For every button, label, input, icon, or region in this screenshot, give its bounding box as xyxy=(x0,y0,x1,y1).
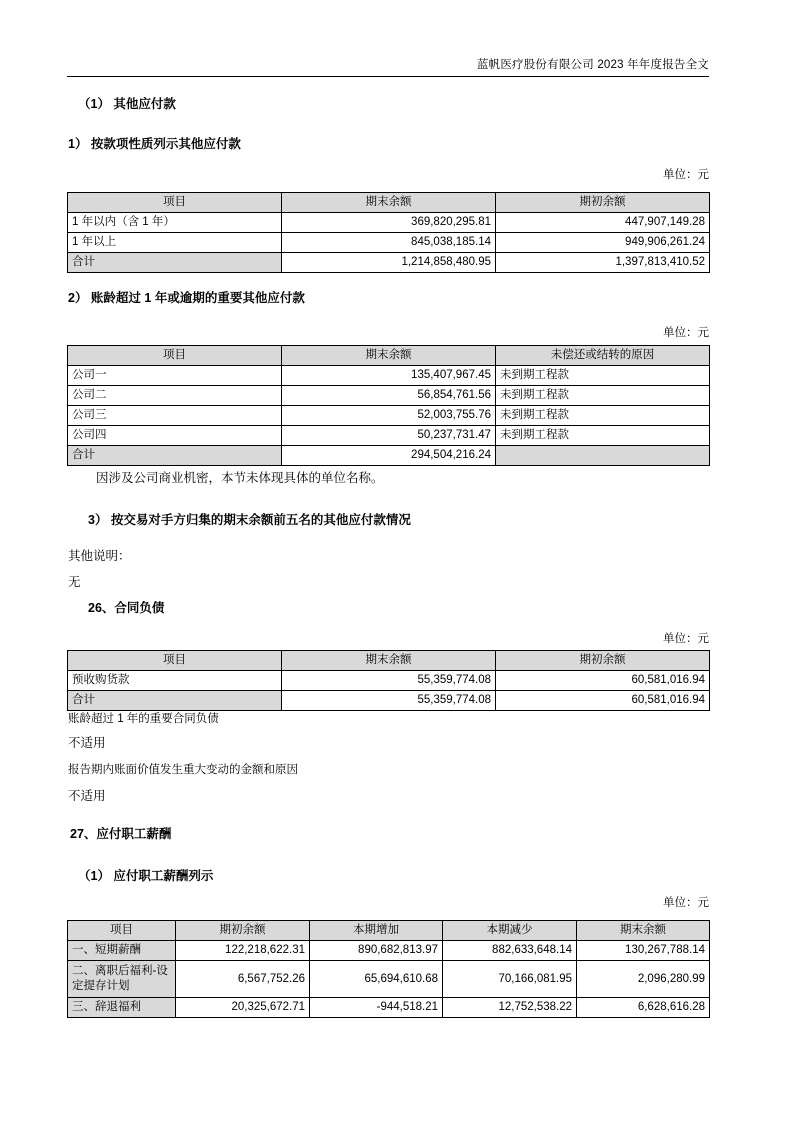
unit-label-1: 单位：元 xyxy=(663,169,709,181)
table-row xyxy=(68,406,710,426)
column-header-item: 项目 xyxy=(68,346,282,366)
cell-item: 公司四 xyxy=(68,426,282,446)
column-header-beginning-balance: 期初余额 xyxy=(496,193,710,213)
column-header-ending-balance: 期末余额 xyxy=(282,346,496,366)
cell-item: 二、离职后福利-设定提存计划 xyxy=(68,961,176,998)
cell-reason: 未到期工程款 xyxy=(496,386,710,406)
unit-label-3: 单位：元 xyxy=(663,633,709,645)
table-header-row xyxy=(68,346,710,366)
table-row xyxy=(68,213,710,233)
cell-ending-balance: 845,038,185.14 xyxy=(282,233,496,253)
cell-decrease: 12,752,538.22 xyxy=(443,998,577,1018)
column-header-decrease: 本期减少 xyxy=(443,921,577,941)
table-employee-benefits xyxy=(67,920,710,1018)
cell-item: 公司三 xyxy=(68,406,282,426)
table-header-row xyxy=(68,921,710,941)
cell-item: 公司二 xyxy=(68,386,282,406)
heading-employee-benefits-list: （1） 应付职工薪酬列示 xyxy=(78,869,214,883)
column-header-ending-balance: 期末余额 xyxy=(282,651,496,671)
cell-item: 合计 xyxy=(68,446,282,466)
heading-other-payables: （1） 其他应付款 xyxy=(78,97,176,111)
contract-liabilities-note2-label: 报告期内账面价值发生重大变动的金额和原因 xyxy=(68,764,298,776)
cell-reason xyxy=(496,446,710,466)
cell-decrease: 882,633,648.14 xyxy=(443,941,577,961)
cell-increase: 65,694,610.68 xyxy=(310,961,443,998)
cell-beginning-balance: 6,567,752.26 xyxy=(176,961,310,998)
table-header-row xyxy=(68,193,710,213)
cell-ending-balance: 55,359,774.08 xyxy=(282,691,496,711)
cell-beginning-balance: 447,907,149.28 xyxy=(496,213,710,233)
heading-employee-benefits: 27、应付职工薪酬 xyxy=(70,827,172,841)
cell-ending-balance: 130,267,788.14 xyxy=(577,941,710,961)
table-row xyxy=(68,386,710,406)
table-other-payables-overdue xyxy=(67,345,710,466)
cell-beginning-balance: 949,906,261.24 xyxy=(496,233,710,253)
cell-ending-balance: 294,504,216.24 xyxy=(282,446,496,466)
cell-item: 合计 xyxy=(68,691,282,711)
cell-item: 合计 xyxy=(68,253,282,273)
contract-liabilities-note1-value: 不适用 xyxy=(68,736,106,750)
other-note-label: 其他说明： xyxy=(68,549,131,563)
cell-beginning-balance: 122,218,622.31 xyxy=(176,941,310,961)
cell-beginning-balance: 20,325,672.71 xyxy=(176,998,310,1018)
column-header-ending-balance: 期末余额 xyxy=(577,921,710,941)
cell-item: 1 年以上 xyxy=(68,233,282,253)
table-row xyxy=(68,671,710,691)
cell-beginning-balance: 60,581,016.94 xyxy=(496,671,710,691)
cell-item: 预收购货款 xyxy=(68,671,282,691)
cell-reason: 未到期工程款 xyxy=(496,426,710,446)
table-header-row xyxy=(68,651,710,671)
unit-label-2: 单位：元 xyxy=(663,327,709,339)
column-header-beginning-balance: 期初余额 xyxy=(176,921,310,941)
column-header-reason: 未偿还或结转的原因 xyxy=(496,346,710,366)
cell-item: 公司一 xyxy=(68,366,282,386)
heading-other-payables-overdue: 2） 账龄超过 1 年或逾期的重要其他应付款 xyxy=(68,291,305,305)
cell-ending-balance: 135,407,967.45 xyxy=(282,366,496,386)
cell-increase: 890,682,813.97 xyxy=(310,941,443,961)
table-row xyxy=(68,233,710,253)
cell-ending-balance: 369,820,295.81 xyxy=(282,213,496,233)
column-header-ending-balance: 期末余额 xyxy=(282,193,496,213)
cell-ending-balance: 52,003,755.76 xyxy=(282,406,496,426)
table-row xyxy=(68,941,710,961)
cell-ending-balance: 50,237,731.47 xyxy=(282,426,496,446)
other-note-value: 无 xyxy=(68,575,81,589)
column-header-increase: 本期增加 xyxy=(310,921,443,941)
table-row-total xyxy=(68,446,710,466)
running-header: 蓝帆医疗股份有限公司 2023 年年度报告全文 xyxy=(476,59,709,71)
column-header-item: 项目 xyxy=(68,921,176,941)
cell-item: 一、短期薪酬 xyxy=(68,941,176,961)
cell-item: 1 年以内（含 1 年） xyxy=(68,213,282,233)
table-contract-liabilities xyxy=(67,650,710,711)
column-header-item: 项目 xyxy=(68,651,282,671)
cell-decrease: 70,166,081.95 xyxy=(443,961,577,998)
cell-increase: -944,518.21 xyxy=(310,998,443,1018)
table-row-total xyxy=(68,253,710,273)
secrecy-note: 因涉及公司商业机密，本节未体现具体的单位名称。 xyxy=(96,471,384,485)
cell-item: 三、辞退福利 xyxy=(68,998,176,1018)
cell-ending-balance: 1,214,858,480.95 xyxy=(282,253,496,273)
cell-ending-balance: 55,359,774.08 xyxy=(282,671,496,691)
column-header-beginning-balance: 期初余额 xyxy=(496,651,710,671)
column-header-item: 项目 xyxy=(68,193,282,213)
cell-reason: 未到期工程款 xyxy=(496,406,710,426)
table-row-total xyxy=(68,691,710,711)
cell-beginning-balance: 1,397,813,410.52 xyxy=(496,253,710,273)
heading-other-payables-by-nature: 1） 按款项性质列示其他应付款 xyxy=(68,137,241,151)
cell-reason: 未到期工程款 xyxy=(496,366,710,386)
header-divider xyxy=(67,76,709,77)
cell-ending-balance: 56,854,761.56 xyxy=(282,386,496,406)
table-row xyxy=(68,426,710,446)
cell-ending-balance: 2,096,280.99 xyxy=(577,961,710,998)
table-row xyxy=(68,366,710,386)
table-row xyxy=(68,998,710,1018)
cell-beginning-balance: 60,581,016.94 xyxy=(496,691,710,711)
heading-other-payables-top5: 3） 按交易对手方归集的期末余额前五名的其他应付款情况 xyxy=(88,513,411,527)
heading-contract-liabilities: 26、合同负债 xyxy=(88,601,165,615)
cell-ending-balance: 6,628,616.28 xyxy=(577,998,710,1018)
contract-liabilities-note1-label: 账龄超过 1 年的重要合同负债 xyxy=(68,713,219,725)
contract-liabilities-note2-value: 不适用 xyxy=(68,789,106,803)
unit-label-4: 单位：元 xyxy=(663,897,709,909)
table-row xyxy=(68,961,710,998)
table-other-payables-by-nature xyxy=(67,192,710,273)
